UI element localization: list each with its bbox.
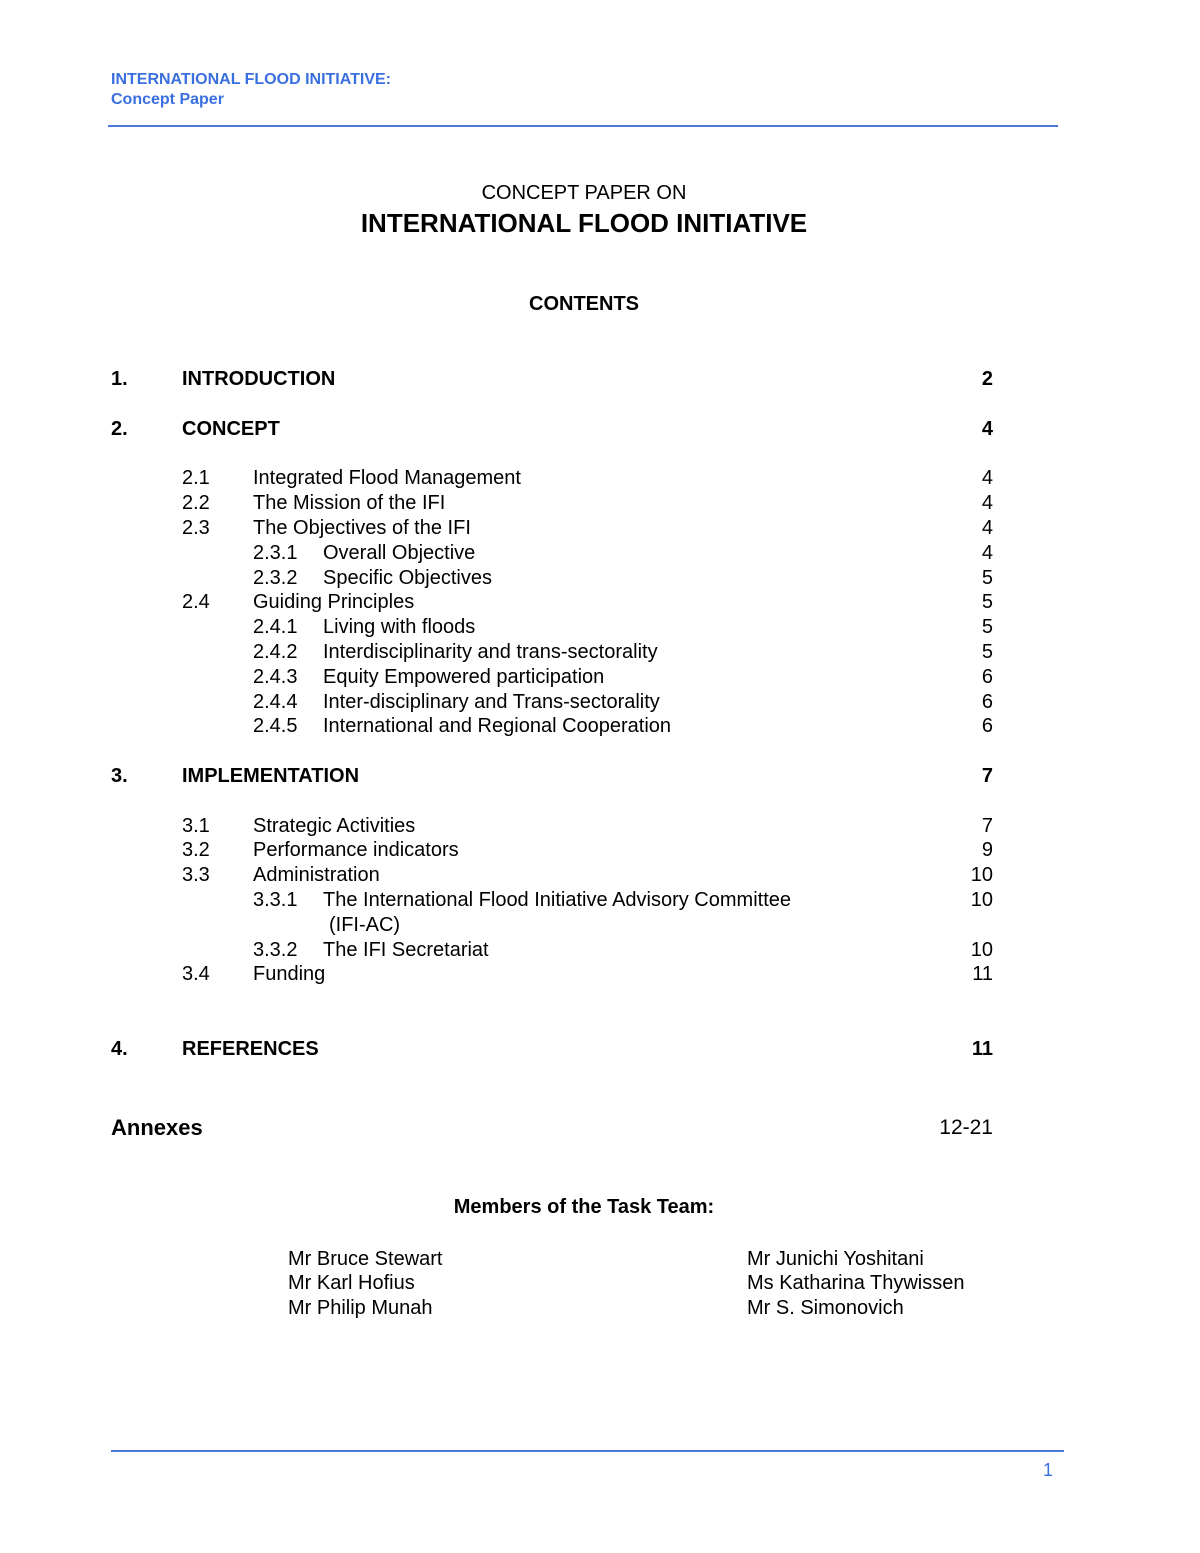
- toc-page: 6: [981, 715, 993, 737]
- toc-label: Guiding Principles: [253, 591, 415, 613]
- toc-label: Overall Objective: [323, 542, 476, 564]
- member-name: Mr Junichi Yoshitani: [747, 1248, 924, 1270]
- toc-page: 5: [981, 641, 993, 663]
- toc-label: Administration: [253, 864, 380, 886]
- member-name: Mr S. Simonovich: [747, 1297, 904, 1319]
- toc-number: 3.1: [182, 815, 210, 837]
- toc-entry-2-3-1[interactable]: [0, 540, 1200, 566]
- header-rule: [108, 125, 1058, 127]
- toc-label: International and Regional Cooperation: [323, 715, 672, 737]
- member-name: Mr Philip Munah: [288, 1297, 433, 1319]
- toc-page: 10: [970, 939, 993, 961]
- toc-entry-concept[interactable]: [0, 416, 1200, 442]
- toc-label: Specific Objectives: [323, 567, 492, 589]
- toc-label: Funding: [253, 963, 326, 985]
- toc-entry-3-1[interactable]: [0, 813, 1200, 839]
- toc-number: 3.3.1: [253, 889, 298, 911]
- toc-page: 5: [981, 616, 993, 638]
- page-number: 1: [1043, 1460, 1054, 1480]
- toc-number: 3.3: [182, 864, 210, 886]
- toc-page: 9: [981, 839, 993, 861]
- toc-entry-2-3[interactable]: [0, 515, 1200, 541]
- toc-page: 6: [981, 691, 993, 713]
- toc-entry-3-2[interactable]: [0, 837, 1200, 863]
- toc-number: 4.: [111, 1038, 128, 1060]
- toc-entry-2-4-1[interactable]: [0, 614, 1200, 640]
- toc-entry-2-4-5[interactable]: [0, 713, 1200, 739]
- toc-entry-introduction[interactable]: [0, 366, 1200, 392]
- toc-entry-implementation[interactable]: [0, 763, 1200, 789]
- toc-page: 4: [981, 418, 993, 440]
- toc-label: REFERENCES: [182, 1038, 319, 1060]
- toc-entry-references[interactable]: [0, 1036, 1200, 1062]
- toc-label: Annexes: [111, 1115, 203, 1140]
- toc-number: 2.3: [182, 517, 210, 539]
- toc-page: 4: [981, 517, 993, 539]
- toc-entry-3-3-1-continued: [0, 912, 1200, 938]
- member-name: Mr Bruce Stewart: [288, 1248, 443, 1270]
- toc-label: Inter-disciplinary and Trans-sectorality: [323, 691, 660, 713]
- toc-page: 7: [981, 765, 993, 787]
- toc-label: The IFI Secretariat: [323, 939, 489, 961]
- toc-entry-2-4-2[interactable]: [0, 639, 1200, 665]
- toc-entry-3-3-2[interactable]: [0, 937, 1200, 963]
- toc-label: The Objectives of the IFI: [253, 517, 471, 539]
- toc-number: 2.3.2: [253, 567, 298, 589]
- member-name: Ms Katharina Thywissen: [747, 1272, 965, 1294]
- toc-entry-2-4-3[interactable]: [0, 664, 1200, 690]
- toc-label: Performance indicators: [253, 839, 459, 861]
- member-name: Mr Karl Hofius: [288, 1272, 415, 1294]
- running-header-title: INTERNATIONAL FLOOD INITIATIVE:: [111, 71, 391, 88]
- toc-entry-2-1[interactable]: [0, 465, 1200, 491]
- toc-entry-3-4[interactable]: [0, 961, 1200, 987]
- toc-number: 2.1: [182, 467, 210, 489]
- toc-page: 12-21: [939, 1116, 993, 1139]
- toc-page: 4: [981, 492, 993, 514]
- toc-page: 10: [970, 864, 993, 886]
- toc-number: 1.: [111, 368, 128, 390]
- toc-label: Strategic Activities: [253, 815, 416, 837]
- toc-page: 5: [981, 567, 993, 589]
- toc-entry-3-3-1[interactable]: [0, 887, 1200, 913]
- toc-label: Interdisciplinarity and trans-sectorality: [323, 641, 658, 663]
- toc-number: 3.3.2: [253, 939, 298, 961]
- toc-number: 2.4.5: [253, 715, 298, 737]
- toc-page: 11: [972, 963, 993, 985]
- toc-entry-3-3[interactable]: [0, 862, 1200, 888]
- toc-entry-2-2[interactable]: [0, 490, 1200, 516]
- toc-number: 2.4.4: [253, 691, 298, 713]
- toc-number: 2.4: [182, 591, 210, 613]
- toc-label: Equity Empowered participation: [323, 666, 605, 688]
- toc-label: Living with floods: [323, 616, 476, 638]
- toc-label-continuation: (IFI-AC): [329, 914, 401, 936]
- toc-number: 2.2: [182, 492, 210, 514]
- contents-heading: CONTENTS: [529, 293, 639, 315]
- title-prefix: CONCEPT PAPER ON: [481, 182, 687, 204]
- toc-number: 3.2: [182, 839, 210, 861]
- toc-number: 2.: [111, 418, 128, 440]
- toc-number: 2.4.1: [253, 616, 298, 638]
- toc-entry-2-4-4[interactable]: [0, 689, 1200, 715]
- toc-entry-annexes[interactable]: [0, 1115, 1200, 1141]
- toc-label: Integrated Flood Management: [253, 467, 521, 489]
- toc-page: 7: [981, 815, 993, 837]
- members-heading: Members of the Task Team:: [453, 1196, 715, 1218]
- toc-number: 3.4: [182, 963, 210, 985]
- footer-rule: [111, 1450, 1064, 1452]
- toc-label: CONCEPT: [182, 418, 280, 440]
- toc-page: 6: [981, 666, 993, 688]
- toc-page: 10: [970, 889, 993, 911]
- toc-number: 3.: [111, 765, 128, 787]
- toc-number: 2.4.2: [253, 641, 298, 663]
- toc-number: 2.3.1: [253, 542, 298, 564]
- toc-page: 4: [981, 542, 993, 564]
- toc-page: 11: [971, 1038, 993, 1060]
- running-header-subtitle: Concept Paper: [111, 91, 224, 108]
- toc-page: 5: [981, 591, 993, 613]
- toc-label: IMPLEMENTATION: [182, 765, 360, 787]
- toc-entry-2-4[interactable]: [0, 589, 1200, 615]
- page-title: INTERNATIONAL FLOOD INITIATIVE: [360, 208, 808, 238]
- toc-number: 2.4.3: [253, 666, 298, 688]
- toc-label: INTRODUCTION: [182, 368, 336, 390]
- toc-label: The International Flood Initiative Advisory Committee: [323, 889, 791, 911]
- toc-page: 2: [981, 368, 993, 390]
- toc-entry-2-3-2[interactable]: [0, 565, 1200, 591]
- toc-label: The Mission of the IFI: [253, 492, 446, 514]
- toc-page: 4: [981, 467, 993, 489]
